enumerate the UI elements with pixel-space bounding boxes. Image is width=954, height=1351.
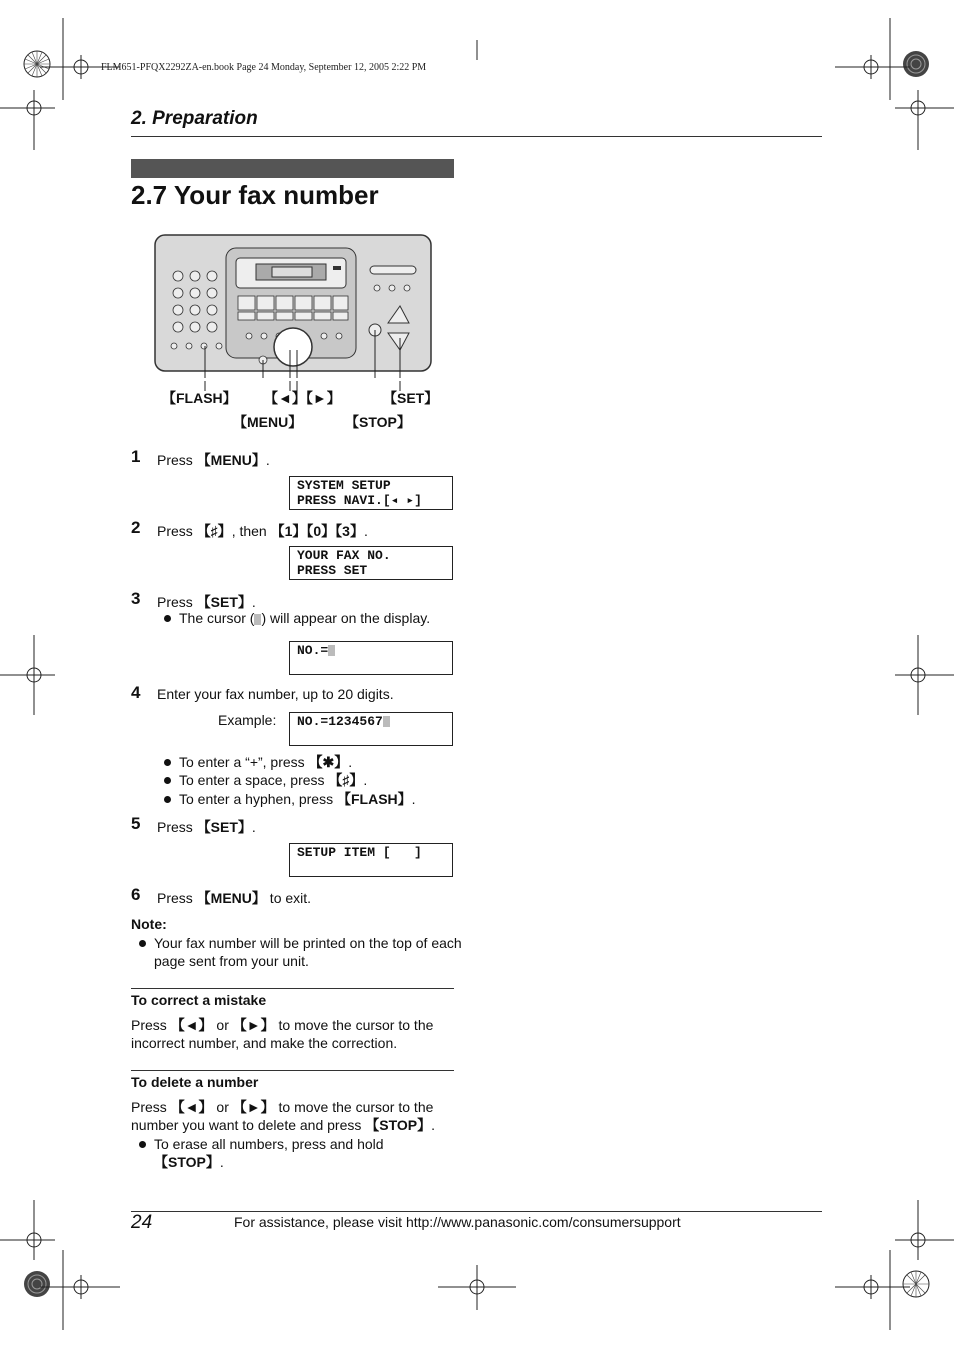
subsection-title-delete: To delete a number — [131, 1074, 259, 1090]
printer-info-line: FLM651-PFQX2292ZA-en.book Page 24 Monday, September 12, 2005 2:22 PM — [101, 62, 427, 73]
footer-rule — [131, 1211, 822, 1212]
page-title: 2.7 Your fax number — [131, 180, 379, 210]
step-5-text: Press 【SET】. — [157, 819, 256, 835]
step-2-text: Press 【♯】, then 【1】【0】【3】. — [157, 523, 368, 539]
bullet-item: The cursor ( ) will appear on the display. — [164, 610, 430, 626]
subsection-rule — [131, 1070, 454, 1071]
step-number: 5 — [131, 814, 141, 833]
lcd-display: YOUR FAX NO. PRESS SET — [289, 546, 453, 580]
delete-bullet: To erase all numbers, press and hold 【STOP】. — [139, 1135, 454, 1171]
page-number: 24 — [131, 1212, 153, 1233]
step-number: 3 — [131, 589, 141, 608]
step-4-text: Enter your fax number, up to 20 digits. — [157, 686, 394, 702]
bullet-item: To enter a space, press 【♯】. — [164, 770, 367, 790]
fax-machine-illustration — [150, 228, 440, 378]
note-bullet: Your fax number will be printed on the top of each page sent from your unit. — [139, 934, 472, 970]
example-label: Example: — [218, 712, 277, 728]
lcd-display: NO.= — [289, 641, 453, 675]
bullet-item: To enter a hyphen, press 【FLASH】. — [164, 789, 416, 809]
callout-arrows: 【◄】【►】 — [264, 390, 341, 406]
section-heading: 2. Preparation — [131, 108, 258, 129]
step-number: 1 — [131, 447, 141, 466]
title-bar — [131, 159, 454, 178]
callout-stop: 【STOP】 — [345, 414, 411, 430]
footer-assistance-text: For assistance, please visit http://www.panasonic.com/consumersupport — [234, 1214, 681, 1230]
step-number: 6 — [131, 885, 141, 904]
callout-flash: 【FLASH】 — [162, 390, 237, 406]
delete-paragraph: Press 【◄】 or 【►】 to move the cursor to the number you want to delete and press 【STOP】. — [131, 1099, 436, 1133]
callout-set: 【SET】 — [383, 390, 439, 406]
step-number: 2 — [131, 518, 141, 537]
step-number: 4 — [131, 683, 141, 702]
lcd-display: SETUP ITEM [ ] — [289, 843, 453, 877]
note-title: Note: — [131, 916, 167, 932]
subsection-title-correct: To correct a mistake — [131, 992, 267, 1008]
lcd-display: SYSTEM SETUP PRESS NAVI.[◂ ▸] — [289, 476, 453, 510]
step-6-text: Press 【MENU】 to exit. — [157, 890, 312, 906]
cursor-icon — [383, 716, 390, 727]
lcd-display: NO.=1234567 — [289, 712, 453, 746]
header-rule — [131, 136, 822, 137]
step-1-text: Press 【MENU】. — [157, 452, 270, 468]
step-3-text: Press 【SET】. — [157, 594, 256, 610]
cursor-icon — [328, 645, 335, 656]
correct-paragraph: Press 【◄】 or 【►】 to move the cursor to the incorrect number, and make the correction. — [131, 1017, 434, 1051]
subsection-rule — [131, 988, 454, 989]
callout-menu: 【MENU】 — [233, 414, 303, 430]
callout-leaders — [150, 378, 450, 388]
bullet-item: To enter a “+”, press 【✱】. — [164, 752, 352, 772]
